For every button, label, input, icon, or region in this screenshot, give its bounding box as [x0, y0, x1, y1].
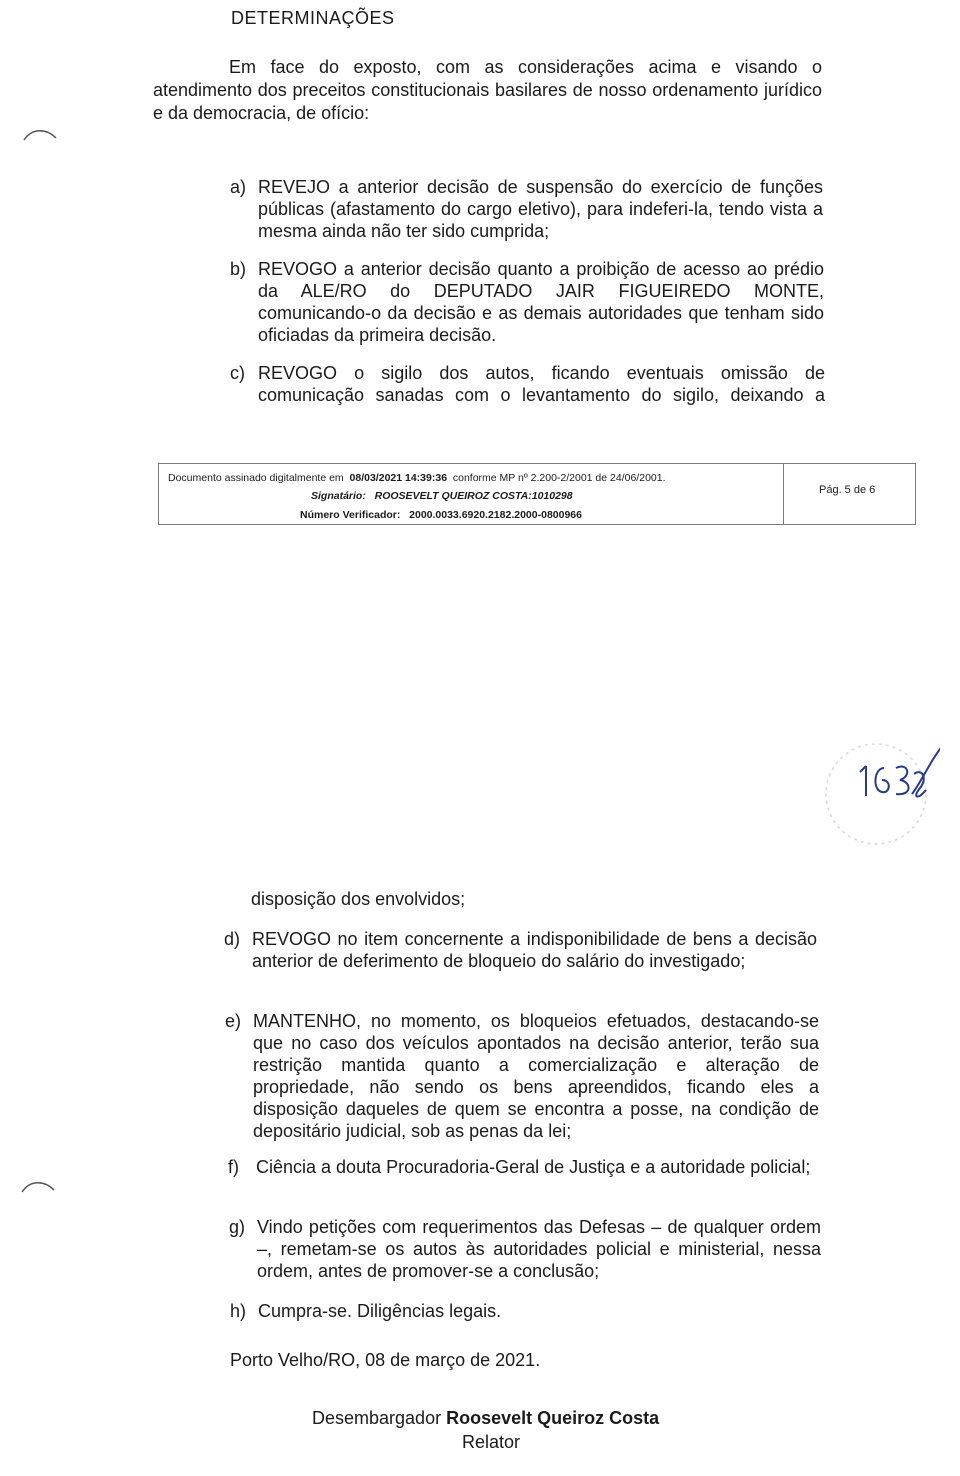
- section-heading: DETERMINAÇÕES: [231, 8, 395, 28]
- list-item-text: MANTENHO, no momento, os bloqueios efetuados, destacando-se que no caso dos veículos apontados na decisão anterior, terão sua restrição mantida quanto a comercialização e alteração de propriedade, não sendo os bens apreendidos, ficando eles a disposição daqueles de quem se encontra a posse, na condição de depositário judicial, sob as penas da lei;: [253, 1011, 819, 1141]
- footer-signed-line: [168, 472, 666, 484]
- list-marker: e): [225, 1011, 242, 1031]
- signature-title: Desembargador: [312, 1408, 442, 1428]
- signed-label: Documento assinado digitalmente em: [168, 472, 344, 484]
- footer-signatory-line: [311, 490, 573, 502]
- signed-datetime: 08/03/2021 14:39:36: [349, 472, 448, 484]
- list-item-h: [230, 1300, 822, 1322]
- list-item-g: [229, 1216, 821, 1282]
- scan-mark-top: [22, 126, 58, 148]
- footer-verifier-line: [300, 509, 582, 521]
- list-item-a: [230, 176, 823, 242]
- list-item-f: [228, 1156, 820, 1200]
- signature-name-line: [312, 1408, 659, 1429]
- list-item-text: Ciência a douta Procuradoria-Geral de Justiça e a autoridade policial;: [256, 1157, 811, 1177]
- list-item-d: [224, 928, 817, 994]
- signatory-value: ROOSEVELT QUEIROZ COSTA:1010298: [374, 490, 573, 502]
- signed-conformity: conforme MP nº 2.200-2/2001 de 24/06/2001.: [452, 472, 666, 484]
- digital-signature-box: [158, 463, 916, 525]
- page-stamp: [812, 738, 940, 848]
- stamp-circle-icon: [812, 738, 940, 848]
- signature-role: Relator: [462, 1432, 521, 1452]
- verifier-value: 2000.0033.6920.2182.2000-0800966: [409, 509, 582, 521]
- intro-text: Em face do exposto, com as considerações acima e visando o atendimento dos preceitos constitucionais basilares de nosso ordenamento jurídico e da democracia, de ofício:: [153, 57, 822, 123]
- list-marker: b): [230, 259, 247, 279]
- continuation-text: disposição dos envolvidos;: [251, 889, 466, 909]
- list-marker: d): [224, 929, 241, 949]
- scan-mark-bottom: [20, 1178, 56, 1200]
- list-marker: c): [230, 363, 245, 383]
- list-item-b: [230, 258, 824, 346]
- list-marker: a): [230, 177, 247, 197]
- list-item-text: REVOGO a anterior decisão quanto a proibição de acesso ao prédio da ALE/RO do DEPUTADO JAIR FIGUEIREDO MONTE, comunicando-o da decisão e as demais autoridades que tenham sido oficiadas da primeira decisão.: [258, 259, 824, 345]
- list-item-text: REVEJO a anterior decisão de suspensão do exercício de funções públicas (afastamento do cargo eletivo), para indeferi-la, tendo vista a mesma ainda não ter sido cumprida;: [258, 177, 823, 241]
- date-line: Porto Velho/RO, 08 de março de 2021.: [230, 1350, 541, 1370]
- list-item-text: Cumpra-se. Diligências legais.: [258, 1301, 502, 1321]
- verifier-label: Número Verificador:: [300, 509, 401, 521]
- signatory-label: Signatário:: [311, 490, 366, 502]
- list-marker: f): [228, 1157, 239, 1177]
- list-marker: h): [230, 1301, 247, 1321]
- list-item-e: [225, 1010, 819, 1142]
- footer-divider: [783, 464, 784, 524]
- list-marker: g): [229, 1217, 246, 1237]
- list-item-c: [230, 362, 825, 406]
- list-item-text: Vindo petições com requerimentos das Defesas – de qualquer ordem –, remetam-se os autos às autoridades policial e ministerial, nessa ordem, antes de promover-se a conclusão;: [257, 1217, 821, 1281]
- signature-name: Roosevelt Queiroz Costa: [446, 1408, 660, 1428]
- list-item-text: REVOGO o sigilo dos autos, ficando eventuais omissão de comunicação sanadas com o levantamento do sigilo, deixando a: [258, 363, 825, 405]
- continuation-line: [251, 888, 651, 910]
- list-item-text: REVOGO no item concernente a indisponibilidade de bens a decisão anterior de deferimento de bloqueio do salário do investigado;: [252, 929, 817, 971]
- page-number: Pág. 5 de 6: [819, 484, 876, 496]
- intro-paragraph: [153, 56, 822, 125]
